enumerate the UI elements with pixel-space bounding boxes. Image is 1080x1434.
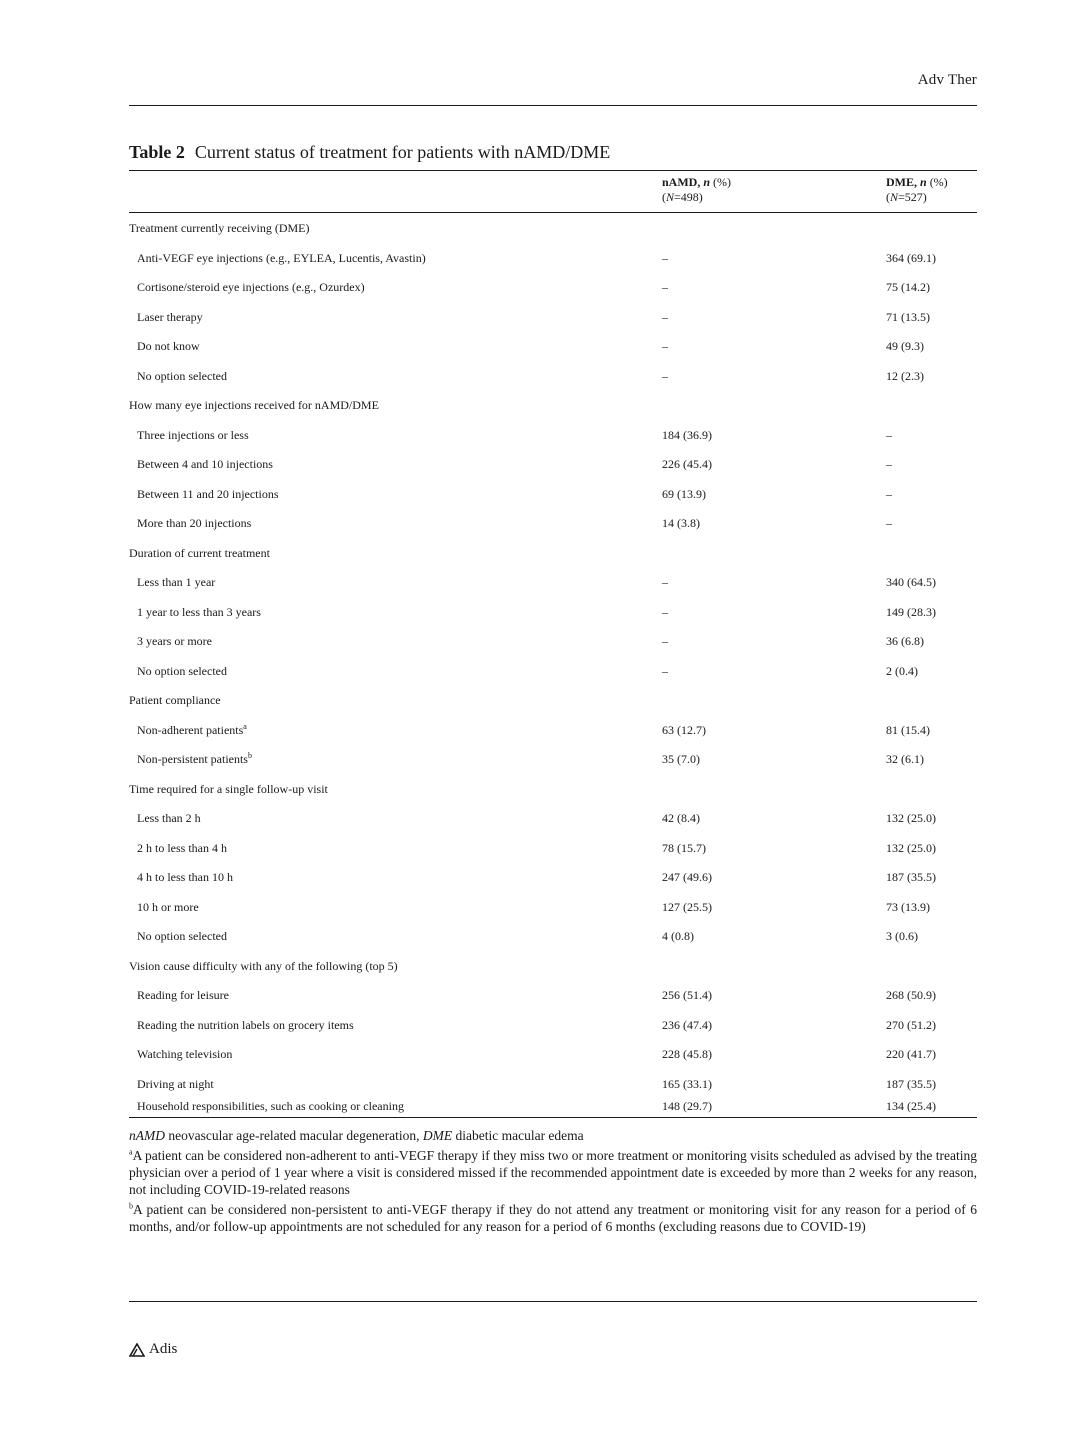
cell-dme: 270 (51.2) <box>886 1017 936 1032</box>
row-label: Anti-VEGF eye injections (e.g., EYLEA, Lucentis, Avastin) <box>137 250 426 265</box>
cell-dme: 36 (6.8) <box>886 634 924 648</box>
row-label: 3 years or more <box>137 634 212 648</box>
table-row <box>129 309 977 339</box>
table-section-header <box>129 781 977 811</box>
table-label: Table 2 <box>129 142 185 162</box>
table-body <box>129 220 977 1127</box>
table-section-header <box>129 397 977 427</box>
row-label: Between 11 and 20 injections <box>137 486 279 501</box>
cell-namd: 14 (3.8) <box>662 516 700 530</box>
cell-namd: 63 (12.7) <box>662 722 706 737</box>
cell-dme: 220 (41.7) <box>886 1047 936 1061</box>
table-row <box>129 1076 977 1098</box>
row-label: Patient compliance <box>129 693 221 707</box>
cell-dme: 364 (69.1) <box>886 250 936 265</box>
adis-triangle-icon <box>129 1343 145 1357</box>
row-label: No option selected <box>137 929 227 943</box>
cell-namd: 148 (29.7) <box>662 1098 712 1113</box>
row-label: Household responsibilities, such as cooking or cleaning <box>137 1098 404 1113</box>
cell-dme: – <box>886 486 892 501</box>
table-row <box>129 427 977 457</box>
row-label: Do not know <box>137 339 200 353</box>
footnote-marker: a <box>243 721 247 731</box>
cell-dme: 268 (50.9) <box>886 988 936 1002</box>
journal-name: Adv Ther <box>917 72 977 88</box>
cell-namd: 4 (0.8) <box>662 929 694 943</box>
table-row <box>129 633 977 663</box>
table-row <box>129 574 977 604</box>
row-label: Reading for leisure <box>137 988 229 1002</box>
row-label: Watching television <box>137 1047 233 1061</box>
table-title: Current status of treatment for patients with nAMD/DME <box>194 142 611 162</box>
footnote-marker: b <box>247 751 252 760</box>
table-row <box>129 840 977 870</box>
footer-rule <box>129 1301 977 1302</box>
table-bottom-rule <box>129 1117 977 1118</box>
row-label: Cortisone/steroid eye injections (e.g., Ozurdex) <box>137 280 365 294</box>
cell-dme: 340 (64.5) <box>886 575 936 589</box>
table-row <box>129 338 977 368</box>
table-row <box>129 279 977 309</box>
cell-namd: 184 (36.9) <box>662 427 712 442</box>
table-row <box>129 928 977 958</box>
column-header-namd: nAMD, n (%) (N=498) <box>662 175 732 204</box>
table-row <box>129 368 977 398</box>
row-label: Less than 1 year <box>137 575 216 589</box>
cell-dme: 187 (35.5) <box>886 1076 936 1091</box>
cell-dme: 32 (6.1) <box>886 752 924 766</box>
cell-namd: – <box>662 250 668 265</box>
cell-namd: – <box>662 368 668 383</box>
cell-namd: – <box>662 575 668 589</box>
table-row <box>129 1046 977 1076</box>
table-caption <box>129 142 610 163</box>
row-label: Laser therapy <box>137 309 203 324</box>
publisher-logo <box>129 1341 177 1358</box>
row-label: Vision cause difficulty with any of the following (top 5) <box>129 958 398 973</box>
table-section-header <box>129 220 977 250</box>
row-label: Less than 2 h <box>137 811 201 825</box>
row-label: 1 year to less than 3 years <box>137 604 261 619</box>
table-row <box>129 722 977 752</box>
row-label: 2 h to less than 4 h <box>137 840 227 855</box>
cell-dme: 3 (0.6) <box>886 929 918 943</box>
table-row <box>129 1098 977 1128</box>
table-row <box>129 869 977 899</box>
cell-namd: 256 (51.4) <box>662 988 712 1002</box>
cell-namd: 226 (45.4) <box>662 457 712 471</box>
cell-namd: – <box>662 604 668 619</box>
row-label: Three injections or less <box>137 427 249 442</box>
cell-dme: 71 (13.5) <box>886 309 930 324</box>
row-label: Non-adherent patients$^a$ <box>137 721 247 737</box>
cell-namd: – <box>662 339 668 353</box>
cell-dme: 73 (13.9) <box>886 899 930 914</box>
cell-namd: 42 (8.4) <box>662 811 700 825</box>
cell-namd: 165 (33.1) <box>662 1076 712 1091</box>
row-label: Time required for a single follow-up visit <box>129 781 328 796</box>
row-label: Duration of current treatment <box>129 545 270 560</box>
table-row <box>129 663 977 693</box>
table-row <box>129 751 977 781</box>
cell-namd: 35 (7.0) <box>662 752 700 766</box>
cell-dme: 75 (14.2) <box>886 280 930 294</box>
cell-dme: – <box>886 457 892 471</box>
cell-dme: 81 (15.4) <box>886 722 930 737</box>
footnote-a: $^a$A patient can be considered non-adherent to anti-VEGF therapy if they miss two or more treatment or monitoring visits scheduled as advised by the treating physician over a period of 1 year where a visit is considered missed if the recommended appointment date is exceeded by more than 2 weeks for any reason, not including COVID-19-related reasons <box>129 1147 977 1197</box>
cell-dme: 149 (28.3) <box>886 604 936 619</box>
table-row <box>129 810 977 840</box>
table-header-rule <box>129 212 977 213</box>
table-row <box>129 456 977 486</box>
cell-namd: – <box>662 663 668 678</box>
row-label: No option selected <box>137 663 227 678</box>
cell-namd: 69 (13.9) <box>662 486 706 501</box>
table-footnotes <box>129 1127 977 1238</box>
cell-namd: 247 (49.6) <box>662 870 712 884</box>
cell-namd: – <box>662 280 668 294</box>
row-label: 10 h or more <box>137 899 199 914</box>
table-row <box>129 987 977 1017</box>
cell-namd: 236 (47.4) <box>662 1017 712 1032</box>
row-label: Non-persistent patients$^b$ <box>137 751 252 766</box>
abbreviations-note: nAMD neovascular age-related macular degeneration, DME diabetic macular edema <box>129 1128 584 1143</box>
row-label: More than 20 injections <box>137 516 252 530</box>
cell-namd: 127 (25.5) <box>662 899 712 914</box>
cell-namd: – <box>662 634 668 648</box>
cell-dme: 134 (25.4) <box>886 1098 936 1113</box>
table-row <box>129 486 977 516</box>
table-top-rule <box>129 170 977 171</box>
table-row <box>129 604 977 634</box>
cell-dme: 12 (2.3) <box>886 368 924 383</box>
cell-namd: – <box>662 309 668 324</box>
table-row <box>129 250 977 280</box>
table-row <box>129 899 977 929</box>
table-section-header <box>129 692 977 722</box>
row-label: Between 4 and 10 injections <box>137 457 273 471</box>
header-rule <box>129 105 977 106</box>
footnote-b: $^b$A patient can be considered non-persistent to anti-VEGF therapy if they do not attend any treatment or monitoring visit for any reason for a period of 6 months, and/or follow-up appointments are not scheduled for any reason for a period of 6 months (excluding reasons due to COVID-19) <box>129 1201 977 1234</box>
table-row <box>129 515 977 545</box>
row-label: How many eye injections received for nAMD/DME <box>129 398 379 412</box>
publisher-name: Adis <box>149 1341 178 1357</box>
cell-dme: 132 (25.0) <box>886 811 936 825</box>
cell-namd: 78 (15.7) <box>662 840 706 855</box>
row-label: Driving at night <box>137 1076 214 1091</box>
row-label: 4 h to less than 10 h <box>137 870 233 884</box>
cell-dme: 2 (0.4) <box>886 663 918 678</box>
table-section-header <box>129 958 977 988</box>
cell-dme: 49 (9.3) <box>886 339 924 353</box>
cell-dme: – <box>886 427 892 442</box>
cell-dme: – <box>886 516 892 530</box>
cell-dme: 187 (35.5) <box>886 870 936 884</box>
cell-namd: 228 (45.8) <box>662 1047 712 1061</box>
table-row <box>129 1017 977 1047</box>
row-label: No option selected <box>137 368 227 383</box>
row-label: Treatment currently receiving (DME) <box>129 221 310 235</box>
table-section-header <box>129 545 977 575</box>
cell-dme: 132 (25.0) <box>886 840 936 855</box>
column-header-dme: DME, n (%) (N=527) <box>886 175 948 204</box>
row-label: Reading the nutrition labels on grocery items <box>137 1017 354 1032</box>
